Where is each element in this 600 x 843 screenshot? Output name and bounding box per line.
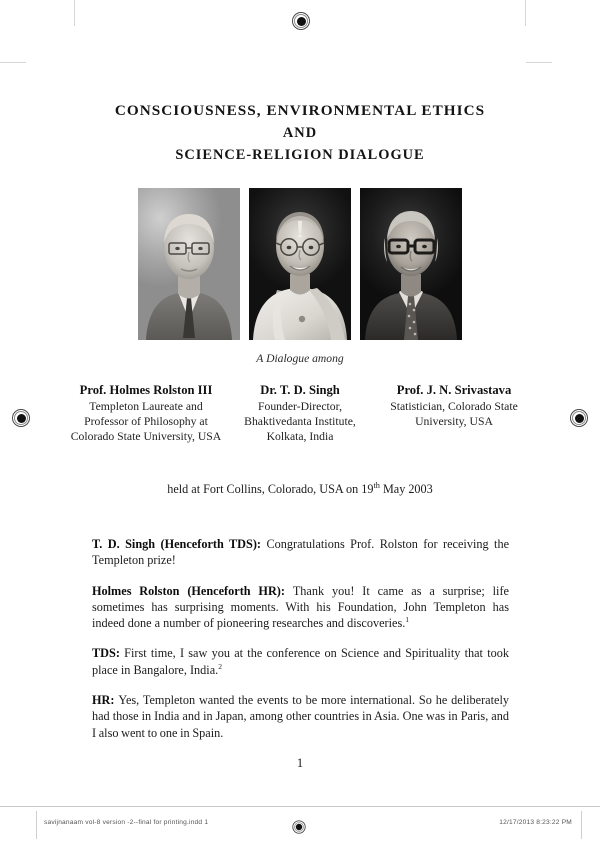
dialogue-separator: : [256, 537, 267, 551]
dialogue-speaker: HR [92, 693, 111, 708]
title-line-1: CONSCIOUSNESS, ENVIRONMENTAL ETHICS [114, 102, 486, 119]
dialogue-text: Congratulations Prof. Rolston for receiving the Templeton prize! [92, 537, 510, 568]
dialogue-among-label: A Dialogue among [256, 352, 344, 365]
page-title [60, 100, 540, 166]
dialogue-speaker: T. D. Singh (Henceforth TDS) [92, 537, 257, 551]
slug-rule-left [36, 811, 37, 839]
dialogue-separator: : [110, 693, 119, 708]
participants-row [70, 382, 530, 445]
dialogue-paragraph [92, 645, 509, 678]
dialogue-separator: : [280, 583, 293, 598]
print-slug-bar [0, 806, 600, 843]
title-line-2: AND [282, 125, 318, 141]
dialogue-speaker: TDS [92, 646, 116, 661]
slug-timestamp: 12/17/2013 8:23:22 PM [499, 819, 572, 826]
participant-affiliation: Templeton Laureate and Professor of Philosophy at Colorado State University, USA [70, 400, 222, 444]
participant-holmes-rolston [70, 382, 222, 445]
registration-target-icon [292, 820, 306, 834]
venue-line [60, 482, 540, 497]
participant-t-d-singh [224, 382, 376, 445]
slug-rule-right [581, 811, 582, 839]
portrait-figure-2 [249, 188, 351, 340]
portrait-figure-1 [138, 188, 240, 340]
title-line-3: SCIENCE-RELIGION DIALOGUE [175, 147, 425, 163]
venue-suffix: May 2003 [379, 482, 433, 496]
registration-target-bottom-center [292, 820, 306, 834]
footnote-marker: 1 [405, 615, 410, 625]
dialogue-text: Yes, Templeton wanted the events to be more international. So he deliberately had those in India and in Japan, among other countries in Asia. One was in Paris, and I also went to one in Spain. [92, 693, 509, 740]
portrait-photo-t-d-singh [249, 188, 351, 340]
venue-prefix: held at Fort Collins, Colorado, USA on 19 [167, 482, 374, 496]
portrait-photo-j-n-srivastava [360, 188, 462, 340]
dialogue-body [92, 536, 509, 741]
dialogue-text: Thank you! It came as a surprise; life sometimes has surprising moments. With his Foundation, John Templeton has indeed done a number of pioneering researches and discoveries. [92, 583, 509, 631]
participant-affiliation: Statistician, Colorado State University, USA [390, 400, 518, 429]
dialogue-text: First time, I saw you at the conference on Science and Spirituality that took place in Bangalore, India. [92, 646, 509, 677]
slug-file-info: savijnanaam vol-8 version -2--final for printing.indd 1 [44, 819, 209, 826]
dialogue-paragraph [92, 692, 509, 741]
portrait-photo-row [138, 188, 462, 340]
venue-ordinal-suffix: th [373, 480, 380, 490]
dialogue-separator: : [115, 646, 125, 661]
dialogue-speaker: Holmes Rolston (Henceforth HR) [92, 583, 281, 598]
dialogue-paragraph [92, 583, 509, 632]
footnote-marker: 2 [218, 661, 222, 671]
participant-name: Prof. Holmes Rolston III [79, 383, 213, 397]
participant-name: Prof. J. N. Srivastava [396, 383, 512, 397]
portrait-figure-3 [360, 188, 462, 340]
participant-j-n-srivastava [378, 382, 530, 445]
participant-name: Dr. T. D. Singh [260, 383, 340, 397]
portrait-photo-holmes-rolston [138, 188, 240, 340]
participant-affiliation: Founder-Director, Bhaktivedanta Institute, Kolkata, India [244, 400, 356, 444]
page-number: 1 [296, 756, 304, 770]
dialogue-paragraph [92, 536, 509, 569]
